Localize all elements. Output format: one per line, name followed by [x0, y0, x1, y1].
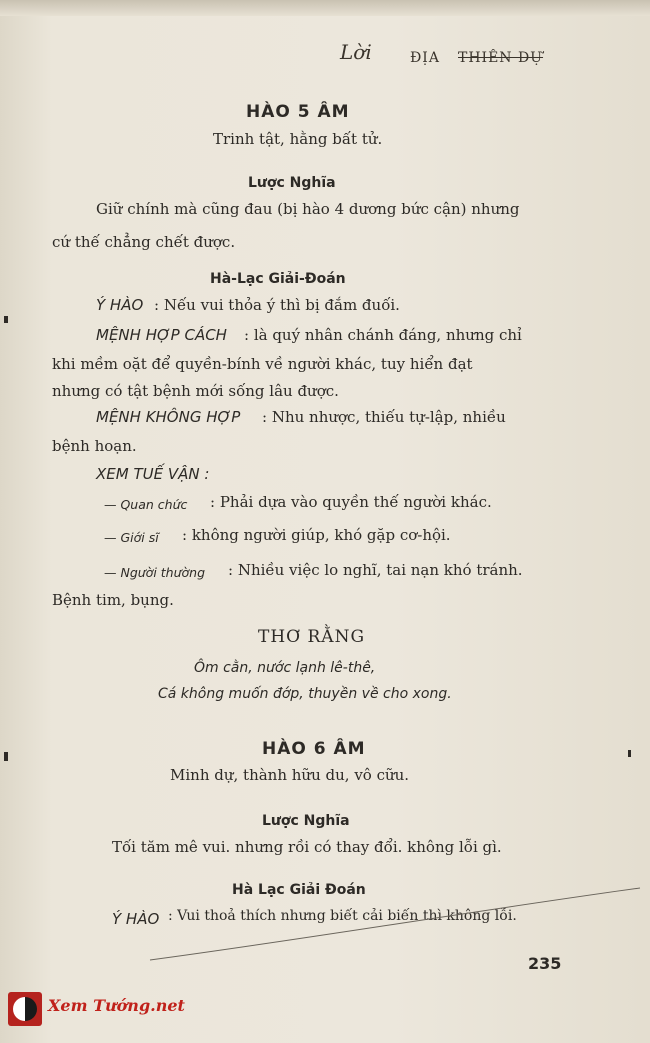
hao6-luoc-nghia-title: Lược Nghĩa — [262, 813, 350, 829]
hao5-nguoi-thuong-label: — Người thường — [104, 565, 206, 580]
hao6-y-hao-text: : Vui thoả thích nhưng biết cải biến thì không lỗi. — [168, 908, 517, 924]
hao6-giai-doan-title: Hà Lạc Giải Đoán — [232, 882, 366, 898]
hao5-menh-hop-label: MỆNH HỢP CÁCH — [96, 326, 227, 344]
hao6-y-hao-label: Ý HÀO — [112, 910, 160, 928]
hao6-subtitle: Minh dự, thành hữu du, vô cữu. — [170, 766, 410, 784]
hao5-nguoi-thuong-text: : Nhiều việc lo nghĩ, tai nạn khó tránh. — [228, 561, 523, 579]
hao5-xem-tue-van: XEM TUẾ VẬN : — [96, 465, 210, 483]
margin-mark — [4, 316, 8, 323]
page-top-edge — [0, 0, 650, 16]
poem-line-1: Ôm cằn, nước lạnh lê-thê, — [194, 660, 376, 676]
hao5-quan-chuc-label: — Quan chức — [104, 497, 188, 512]
poem-line-2: Cá không muốn đớp, thuyền về cho xong. — [158, 686, 452, 702]
hao6-title: HÀO 6 ÂM — [262, 739, 366, 759]
hao5-subtitle: Trinh tật, hằng bất tử. — [213, 130, 383, 148]
margin-mark — [4, 752, 8, 761]
margin-mark — [628, 750, 631, 757]
hao5-y-hao-label: Ý HÀO — [96, 296, 144, 314]
hao5-menh-khong-hop-text: : Nhu nhược, thiếu tự-lập, nhiều — [262, 408, 506, 426]
watermark-text: Xem Tướng.net — [48, 996, 185, 1015]
hao5-quan-chuc-text: : Phải dựa vào quyền thế người khác. — [210, 493, 492, 511]
hao5-y-hao-text: : Nếu vui thỏa ý thì bị đắm đuối. — [154, 296, 400, 314]
hao5-luoc-nghia-title: Lược Nghĩa — [248, 175, 336, 191]
running-header-dia: ĐỊA — [410, 50, 440, 66]
hao5-menh-hop-line-3: nhưng có tật bệnh mới sống lâu được. — [52, 382, 339, 400]
page-number: 235 — [528, 954, 562, 973]
hao5-gioi-si-label: — Giới sĩ — [104, 530, 159, 545]
hao5-menh-hop-text: : là quý nhân chánh đáng, nhưng chỉ — [244, 326, 522, 344]
hao5-luoc-line-1: Giữ chính mà cũng đau (bị hào 4 dương bức cận) nhưng — [96, 200, 520, 218]
running-header-thien-du: THIÊN DỰ — [458, 50, 544, 66]
hao5-gioi-si-text: : không người giúp, khó gặp cơ-hội. — [182, 526, 451, 544]
hao5-menh-khong-hop-line-2: bệnh hoạn. — [52, 437, 137, 455]
tho-rang-title: THƠ RẰNG — [258, 627, 366, 647]
hao5-menh-khong-hop-label: MỆNH KHÔNG HỢP — [96, 408, 241, 426]
hao5-nguoi-thuong-line-2: Bệnh tim, bụng. — [52, 591, 174, 609]
handwritten-note: Lời — [340, 40, 372, 64]
yin-yang-icon — [8, 992, 42, 1026]
hao5-giai-doan-title: Hà-Lạc Giải-Đoán — [210, 271, 346, 287]
hao5-title: HÀO 5 ÂM — [246, 102, 350, 122]
hao6-luoc-text: Tối tăm mê vui. nhưng rồi có thay đổi. không lỗi gì. — [112, 838, 502, 856]
hao5-luoc-line-2: cứ thế chẳng chết được. — [52, 233, 236, 251]
watermark-logo[interactable] — [8, 990, 188, 1030]
hao5-menh-hop-line-2: khi mềm oặt để quyền-bính về người khác, tuy hiển đạt — [52, 355, 473, 373]
